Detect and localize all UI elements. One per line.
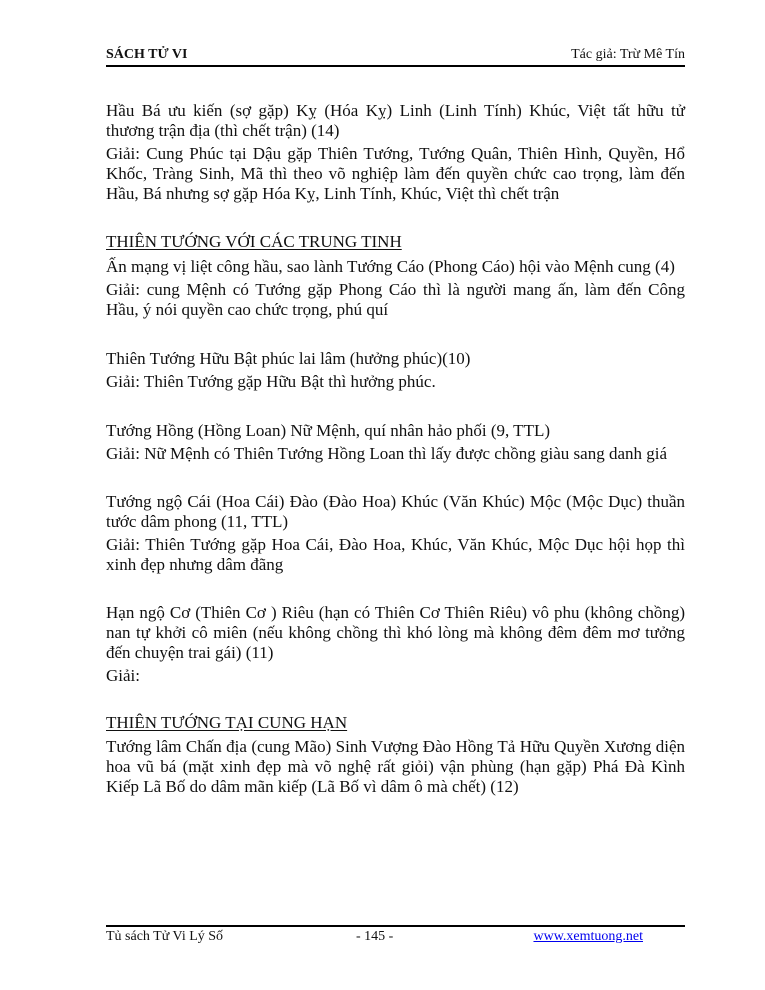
verse-huu-bat: Thiên Tướng Hữu Bật phúc lai lâm (hưởng phúc)(10) — [106, 349, 471, 368]
page-footer — [106, 929, 685, 949]
footer-divider — [106, 925, 685, 927]
verse-hoa-cai: Tướng ngộ Cái (Hoa Cái) Đào (Đào Hoa) Khúc (Văn Khúc) Mộc (Mộc Dục) thuần tước dâm phong (11, TTL) — [106, 492, 685, 531]
verse-hong-loan: Tướng Hồng (Hồng Loan) Nữ Mệnh, quí nhân hảo phối (9, TTL) — [106, 421, 551, 440]
header-divider — [106, 65, 685, 67]
verse-chan-dia: Tướng lâm Chấn địa (cung Mão) Sinh Vượng Đào Hồng Tả Hữu Quyền Xương diện hoa vũ bá (mặt xinh đẹp mà võ nghệ rất giỏi) vận phùng (hạn gặp) Phá Đà Kình Kiếp Lã Bố do dâm mãn kiếp (Lã Bố vì dâm ô mà chết) (12) — [106, 737, 685, 796]
page-number: - 145 - — [356, 929, 394, 944]
explanation-an-mang: Giải: cung Mệnh có Tướng gặp Phong Cáo thì là người mang ấn, làm đến Công Hầu, ý nói quyền cao chức trọng, phú quí — [106, 280, 685, 319]
intro-explanation: Giải: Cung Phúc tại Dậu gặp Thiên Tướng, Tướng Quân, Thiên Hình, Quyền, Hổ Khốc, Tràng Sinh, Mã thì theo võ nghiệp làm đến quyền chức cao trọng, làm đến Hầu, Bá nhưng sợ gặp Hóa Kỵ, Linh Tính, Khúc, Việt thì chết trận — [106, 144, 685, 203]
section-heading-cung-han: THIÊN TƯỚNG TẠI CUNG HẠN — [106, 713, 348, 732]
section-heading-trung-tinh: THIÊN TƯỚNG VỚI CÁC TRUNG TINH — [106, 232, 402, 251]
explanation-hong-loan: Giải: Nữ Mệnh có Thiên Tướng Hồng Loan thì lấy được chồng giàu sang danh giá — [106, 444, 668, 463]
verse-thien-co: Hạn ngộ Cơ (Thiên Cơ ) Riêu (hạn có Thiên Cơ Thiên Riêu) vô phu (không chồng) nan tự khởi cô miên (nếu không chồng thì khó lòng mà không đêm đêm mơ tưởng đến chuyện trai gái) (11) — [106, 603, 685, 662]
intro-verse: Hầu Bá ưu kiến (sợ gặp) Kỵ (Hóa Kỵ) Linh (Linh Tính) Khúc, Việt tất hữu tử thương trận địa (thì chết trận) (14) — [106, 101, 685, 140]
website-link[interactable]: www.xemtuong.net — [533, 929, 643, 944]
series-title: Tủ sách Tử Vi Lý Số — [106, 929, 224, 944]
page-content — [106, 101, 685, 797]
page-header — [106, 44, 685, 66]
author-credit: Tác giả: Trừ Mê Tín — [571, 47, 685, 62]
explanation-huu-bat: Giải: Thiên Tướng gặp Hữu Bật thì hưởng phúc. — [106, 372, 436, 391]
verse-an-mang: Ấn mạng vị liệt công hầu, sao lành Tướng Cáo (Phong Cáo) hội vào Mệnh cung (4) — [106, 257, 675, 276]
explanation-hoa-cai: Giải: Thiên Tướng gặp Hoa Cái, Đào Hoa, Khúc, Văn Khúc, Mộc Dục hội họp thì xinh đẹp nhưng dâm đãng — [106, 535, 685, 574]
book-title: SÁCH TỬ VI — [106, 47, 188, 62]
explanation-thien-co: Giải: — [106, 666, 140, 685]
